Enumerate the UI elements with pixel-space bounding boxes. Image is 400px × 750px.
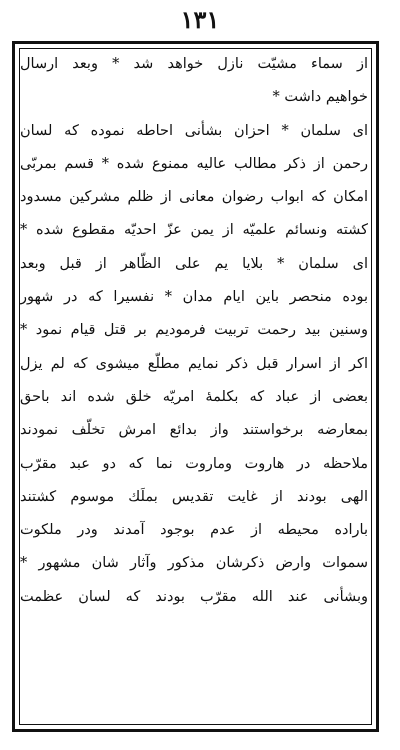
text-line: اى سلمان * احزان بشأنى احاطه نموده که لسان (20, 122, 368, 139)
text-line: کشته ونسائم علميّه از يمن عزّ احديّه مقطوع شده * (20, 222, 368, 239)
text-line: ملاحظه در هاروت وماروت نما که دو عبد مقرّب (20, 455, 368, 472)
text-line: رحمن از ذکر مطالب عاليه ممنوع شده * قسم بمربّى (20, 155, 368, 172)
text-line: سموات وارض ذکرشان مذکور وآثار شان مشهور * (20, 555, 368, 572)
text-line: وسنين بيد رحمت تربيت فرموديم بر قتل قيام نمود * (20, 322, 368, 339)
text-line: باراده محيطه از عدم بوجود آمدند ودر ملکوت (20, 522, 368, 539)
page-number: ۱۳۱ (180, 5, 220, 34)
body-text (20, 48, 368, 614)
text-line: بعضى از عباد که بکلمهٔ امريّه خلق شده اند باحق (20, 388, 368, 405)
text-line: بمعارضه برخواستند واز بدائع امرش تخلّف نمودند (20, 422, 368, 439)
text-line: اى سلمان * بلايا يم على الظّاهر از قبل وبعد (20, 255, 368, 272)
text-line: از سماء مشيّت نازل خواهد شد * وبعد ارسال (20, 56, 368, 72)
text-line: امکان که ابواب رضوان معانى از ظلم مشرکين مسدود (20, 189, 368, 206)
text-line: اکر از اسرار قبل ذکر نمايم مطلّع ميشوى که لم يزل (20, 355, 368, 372)
text-line: الهى بودند از غايت تقديس بملَك موسوم کشتند (20, 488, 368, 505)
text-line: وبشأنى عند الله مقرّب بودند که لسان عظمت (20, 588, 368, 605)
text-line: خواهيم داشت * (272, 89, 368, 106)
text-line: بوده منحصر باين ايام مدان * نفسيرا که در شهور (20, 289, 368, 306)
